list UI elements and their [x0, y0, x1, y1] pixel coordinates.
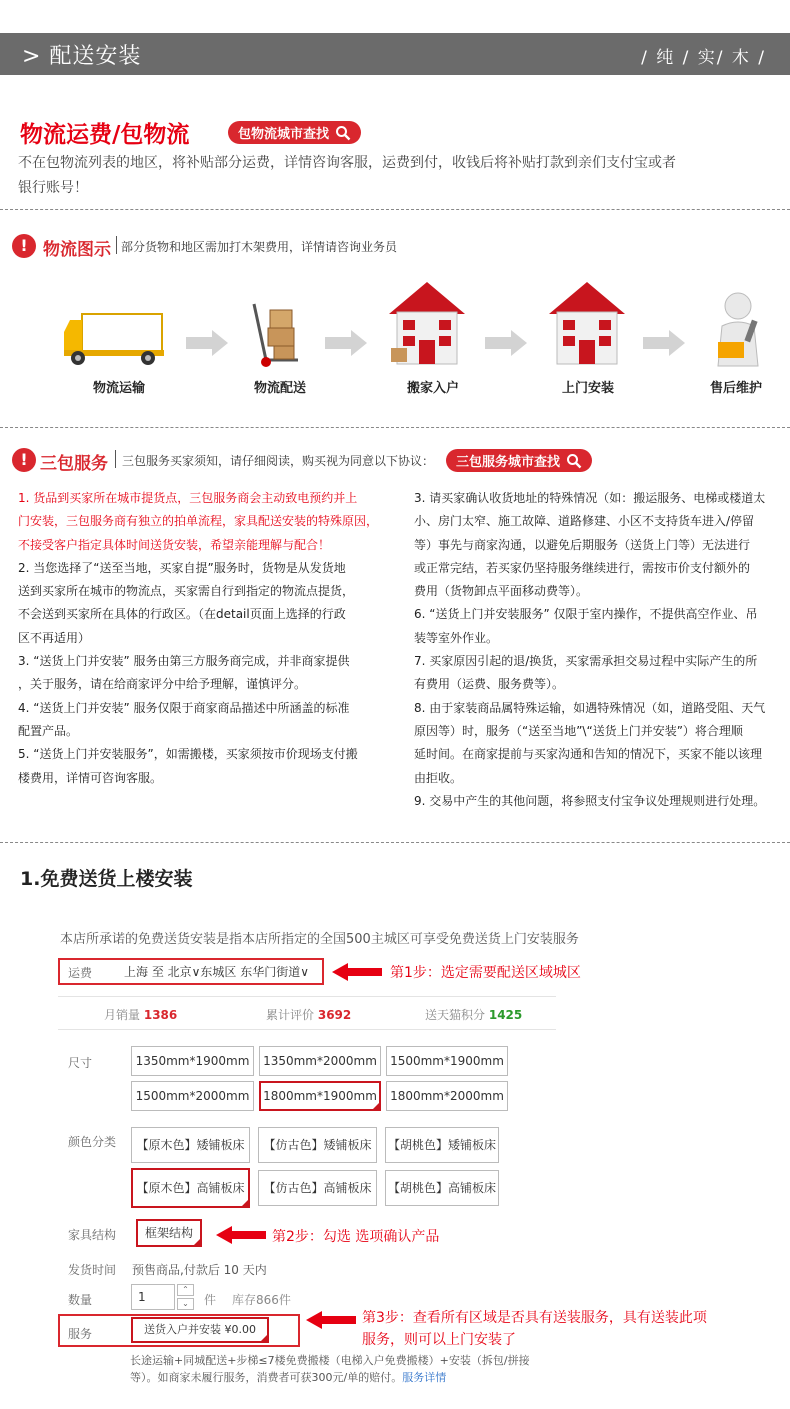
ship-time-value: 预售商品,付款后 10 天内 [132, 1263, 267, 1277]
term-line: 3. “送货上门并安装” 服务由第三方服务商完成，并非商家提供 [18, 654, 350, 669]
arrow-right-icon [184, 328, 230, 358]
search-icon [566, 453, 582, 469]
points-label: 送天猫积分 [425, 1008, 486, 1022]
term-line: 配置产品。 [18, 723, 79, 738]
stock-count: 库存866件 [232, 1293, 291, 1307]
color-option[interactable]: 【胡桃色】高铺板床 [385, 1170, 499, 1206]
arrow-left-icon [216, 1226, 266, 1244]
term-line: 原因等）时，服务（“送至当地”\“送货上门并安装”）将合理顺 [414, 723, 743, 738]
free-delivery-title: 1.免费送货上楼安装 [20, 868, 193, 890]
logistics-title: 物流运费/包物流 [20, 122, 190, 148]
service-title: 三包服务 [40, 454, 108, 474]
monthly-sales-value: 1386 [143, 1008, 178, 1022]
term-line: 等）事先与商家沟通，以避免后期服务（送货上门等）无法进行 [414, 537, 751, 552]
step3-note-line: 第3步：查看所有区域是否具有送装服务，具有送装此项 [362, 1310, 707, 1326]
term-line: 7. 买家原因引起的退/换货，买家需承担交易过程中实际产生的所 [414, 654, 758, 669]
term-line: 8. 由于家装商品属特殊运输，如遇特殊情况（如，道路受阻、天气 [414, 700, 766, 715]
term-line: 有费用（运费、服务费等）。 [414, 677, 565, 692]
free-delivery-intro: 本店所承诺的免费送货安装是指本店所指定的全国500主城区可享受免费送货上门安装服务 [60, 932, 579, 947]
shipping-value[interactable]: 上海 至 北京∨东城区 东华门街道∨ [124, 965, 310, 979]
step3-note [362, 1307, 707, 1351]
exclamation-icon: ! [12, 448, 36, 472]
arrow-right-icon [483, 328, 529, 358]
brand-tagline: / 纯 / 实/ 木 / [641, 48, 766, 68]
term-line: 区不再适用） [18, 630, 91, 645]
step1-note: 第1步：选定需要配送区域城区 [390, 965, 581, 981]
arrow-right-icon [641, 328, 687, 358]
repair-figure-icon [704, 290, 768, 370]
service-terms-left [18, 487, 388, 790]
term-line: 由拒收。 [414, 770, 463, 785]
term-line: 2. 当您选择了“送至当地，买家自提”服务时，货物是从发货地 [18, 560, 346, 575]
term-line: 9. 交易中产生的其他问题，将参照支付宝争议处理规则进行处理。 [414, 793, 766, 808]
service-option-selected[interactable]: 送货入户并安装 ¥0.00 [131, 1317, 269, 1343]
search-icon [335, 125, 351, 141]
term-line: 6. “送货上门并安装服务” 仅限于室内操作，不提供高空作业、吊 [414, 607, 758, 622]
step2-note: 第2步：勾选 选项确认产品 [272, 1229, 440, 1245]
house-icon [545, 278, 629, 370]
service-details-link[interactable]: 服务详情 [402, 1371, 447, 1384]
divider [0, 427, 790, 428]
color-option[interactable]: 【胡桃色】矮铺板床 [385, 1127, 499, 1163]
service-terms-right [414, 487, 784, 813]
shipping-label: 运费 [68, 966, 93, 980]
flow-step-label: 售后维护 [709, 381, 762, 396]
logistics-city-search-label: 包物流城市查找 [238, 127, 330, 142]
logistics-desc-line: 不在包物流列表的地区，将补贴部分运费，详情咨询客服，运费到付，收钱后将补贴打款到亲们支付宝或者 [18, 155, 676, 171]
size-option-selected[interactable]: 1800mm*1900mm [259, 1081, 381, 1111]
quantity-unit: 件 [204, 1293, 217, 1307]
service-city-search-label: 三包服务城市查找 [456, 455, 561, 470]
flow-step-label: 搬家入户 [406, 381, 459, 396]
service-city-search-button[interactable] [446, 449, 592, 472]
size-option[interactable]: 1350mm*2000mm [259, 1046, 381, 1076]
step3-note-line: 服务，则可以上门安装了 [362, 1332, 516, 1348]
term-line: 5. “送货上门并安装服务”，如需搬楼，买家须按市价现场支付搬 [18, 747, 358, 762]
term-line: 小、房门太窄、施工故障、道路修建、小区不支持货车进入/停留 [414, 514, 755, 529]
term-line: 不会送到买家所在具体的行政区。（在detail页面上选择的行政 [18, 607, 346, 622]
divider [0, 209, 790, 210]
divider [0, 842, 790, 843]
term-line: 不接受客户指定具体时间送货安装，希望亲能理解与配合！ [18, 537, 331, 552]
size-option[interactable]: 1500mm*2000mm [131, 1081, 254, 1111]
truck-icon [60, 310, 170, 370]
review-count-label: 累计评价 [266, 1008, 315, 1022]
monthly-sales-label: 月销量 [104, 1008, 141, 1022]
color-option[interactable]: 【仿古色】高铺板床 [258, 1170, 377, 1206]
color-option[interactable]: 【仿古色】矮铺板床 [258, 1127, 377, 1163]
service-footer-note [130, 1352, 570, 1386]
logistics-description [18, 151, 778, 201]
term-line: 3. 请买家确认收货地址的特殊情况（如：搬运服务、电梯或楼道太 [414, 491, 766, 505]
size-option[interactable]: 1500mm*1900mm [386, 1046, 508, 1076]
separator [116, 236, 117, 254]
quantity-input[interactable]: 1 [131, 1284, 175, 1310]
footer-line: 长途运输+同城配送+步梯≤7楼免费搬楼（电梯入户免费搬楼）+安装（拆包/拼接 [130, 1354, 530, 1367]
size-option[interactable]: 1800mm*2000mm [386, 1081, 508, 1111]
footer-line: 等）。如商家未履行服务，消费者可获300元/单的赔付。 [130, 1371, 403, 1384]
arrow-left-icon [306, 1311, 356, 1329]
flow-step-label: 物流配送 [253, 381, 306, 396]
monthly-sales [104, 1006, 177, 1023]
structure-option-selected[interactable]: 框架结构 [136, 1219, 202, 1247]
term-line: 装等室外作业。 [414, 630, 499, 645]
term-line: 4. “送货上门并安装” 服务仅限于商家商品描述中所涵盖的标准 [18, 700, 350, 715]
points [425, 1006, 522, 1023]
separator [115, 450, 116, 468]
service-subtitle: 三包服务买家须知，请仔细阅读，购买视为同意以下协议： [122, 454, 435, 468]
size-option[interactable]: 1350mm*1900mm [131, 1046, 254, 1076]
term-line: 费用（货物卸点平面移动费等）。 [414, 584, 589, 599]
section-title: > 配送安装 [22, 44, 142, 69]
term-line: 门安装，三包服务商有独立的拍单流程，家具配送安装的特殊原因， [18, 514, 379, 529]
color-option[interactable]: 【原木色】矮铺板床 [131, 1127, 250, 1163]
arrow-left-icon [332, 963, 382, 981]
term-line: 延时间。在商家提前与买家沟通和告知的情况下，买家不能以该理 [414, 747, 763, 762]
quantity-increase-button[interactable]: ⌃ [177, 1284, 194, 1296]
logistics-desc-line: 银行账号！ [18, 180, 88, 196]
term-line: 送到买家所在城市的物流点，买家需自行到指定的物流点提货， [18, 584, 355, 599]
color-option-selected[interactable]: 【原木色】高铺板床 [131, 1168, 250, 1208]
flow-title: 物流图示 [43, 240, 111, 260]
logistics-city-search-button[interactable] [228, 121, 361, 144]
structure-label: 家具结构 [68, 1228, 117, 1242]
quantity-decrease-button[interactable]: ⌄ [177, 1298, 194, 1310]
review-count[interactable] [266, 1006, 351, 1023]
flow-step-label: 上门安装 [561, 381, 614, 396]
color-label: 颜色分类 [68, 1135, 117, 1149]
size-label: 尺寸 [68, 1056, 93, 1070]
quantity-label: 数量 [68, 1293, 93, 1307]
term-line: 或正常完结，若买家仍坚持服务继续进行，需按市价支付额外的 [414, 560, 751, 575]
hand-truck-icon [244, 300, 308, 368]
points-value: 1425 [488, 1008, 523, 1022]
ship-time-label: 发货时间 [68, 1263, 117, 1277]
term-line: ，关于服务，请在给商家评分中给予理解，谨慎评分。 [18, 677, 307, 692]
exclamation-icon: ! [12, 234, 36, 258]
flow-step-label: 物流运输 [92, 381, 145, 396]
term-line: 1. 货品到买家所在城市提货点，三包服务商会主动致电预约并上 [18, 491, 358, 505]
section-header-bar [0, 33, 790, 75]
house-icon [385, 278, 469, 370]
flow-subtitle: 部分货物和地区需加打木架费用，详情请咨询业务员 [121, 240, 398, 254]
review-count-value: 3692 [317, 1008, 352, 1022]
term-line: 楼费用，详情可咨询客服。 [18, 770, 163, 785]
arrow-right-icon [323, 328, 369, 358]
service-label: 服务 [68, 1327, 93, 1341]
